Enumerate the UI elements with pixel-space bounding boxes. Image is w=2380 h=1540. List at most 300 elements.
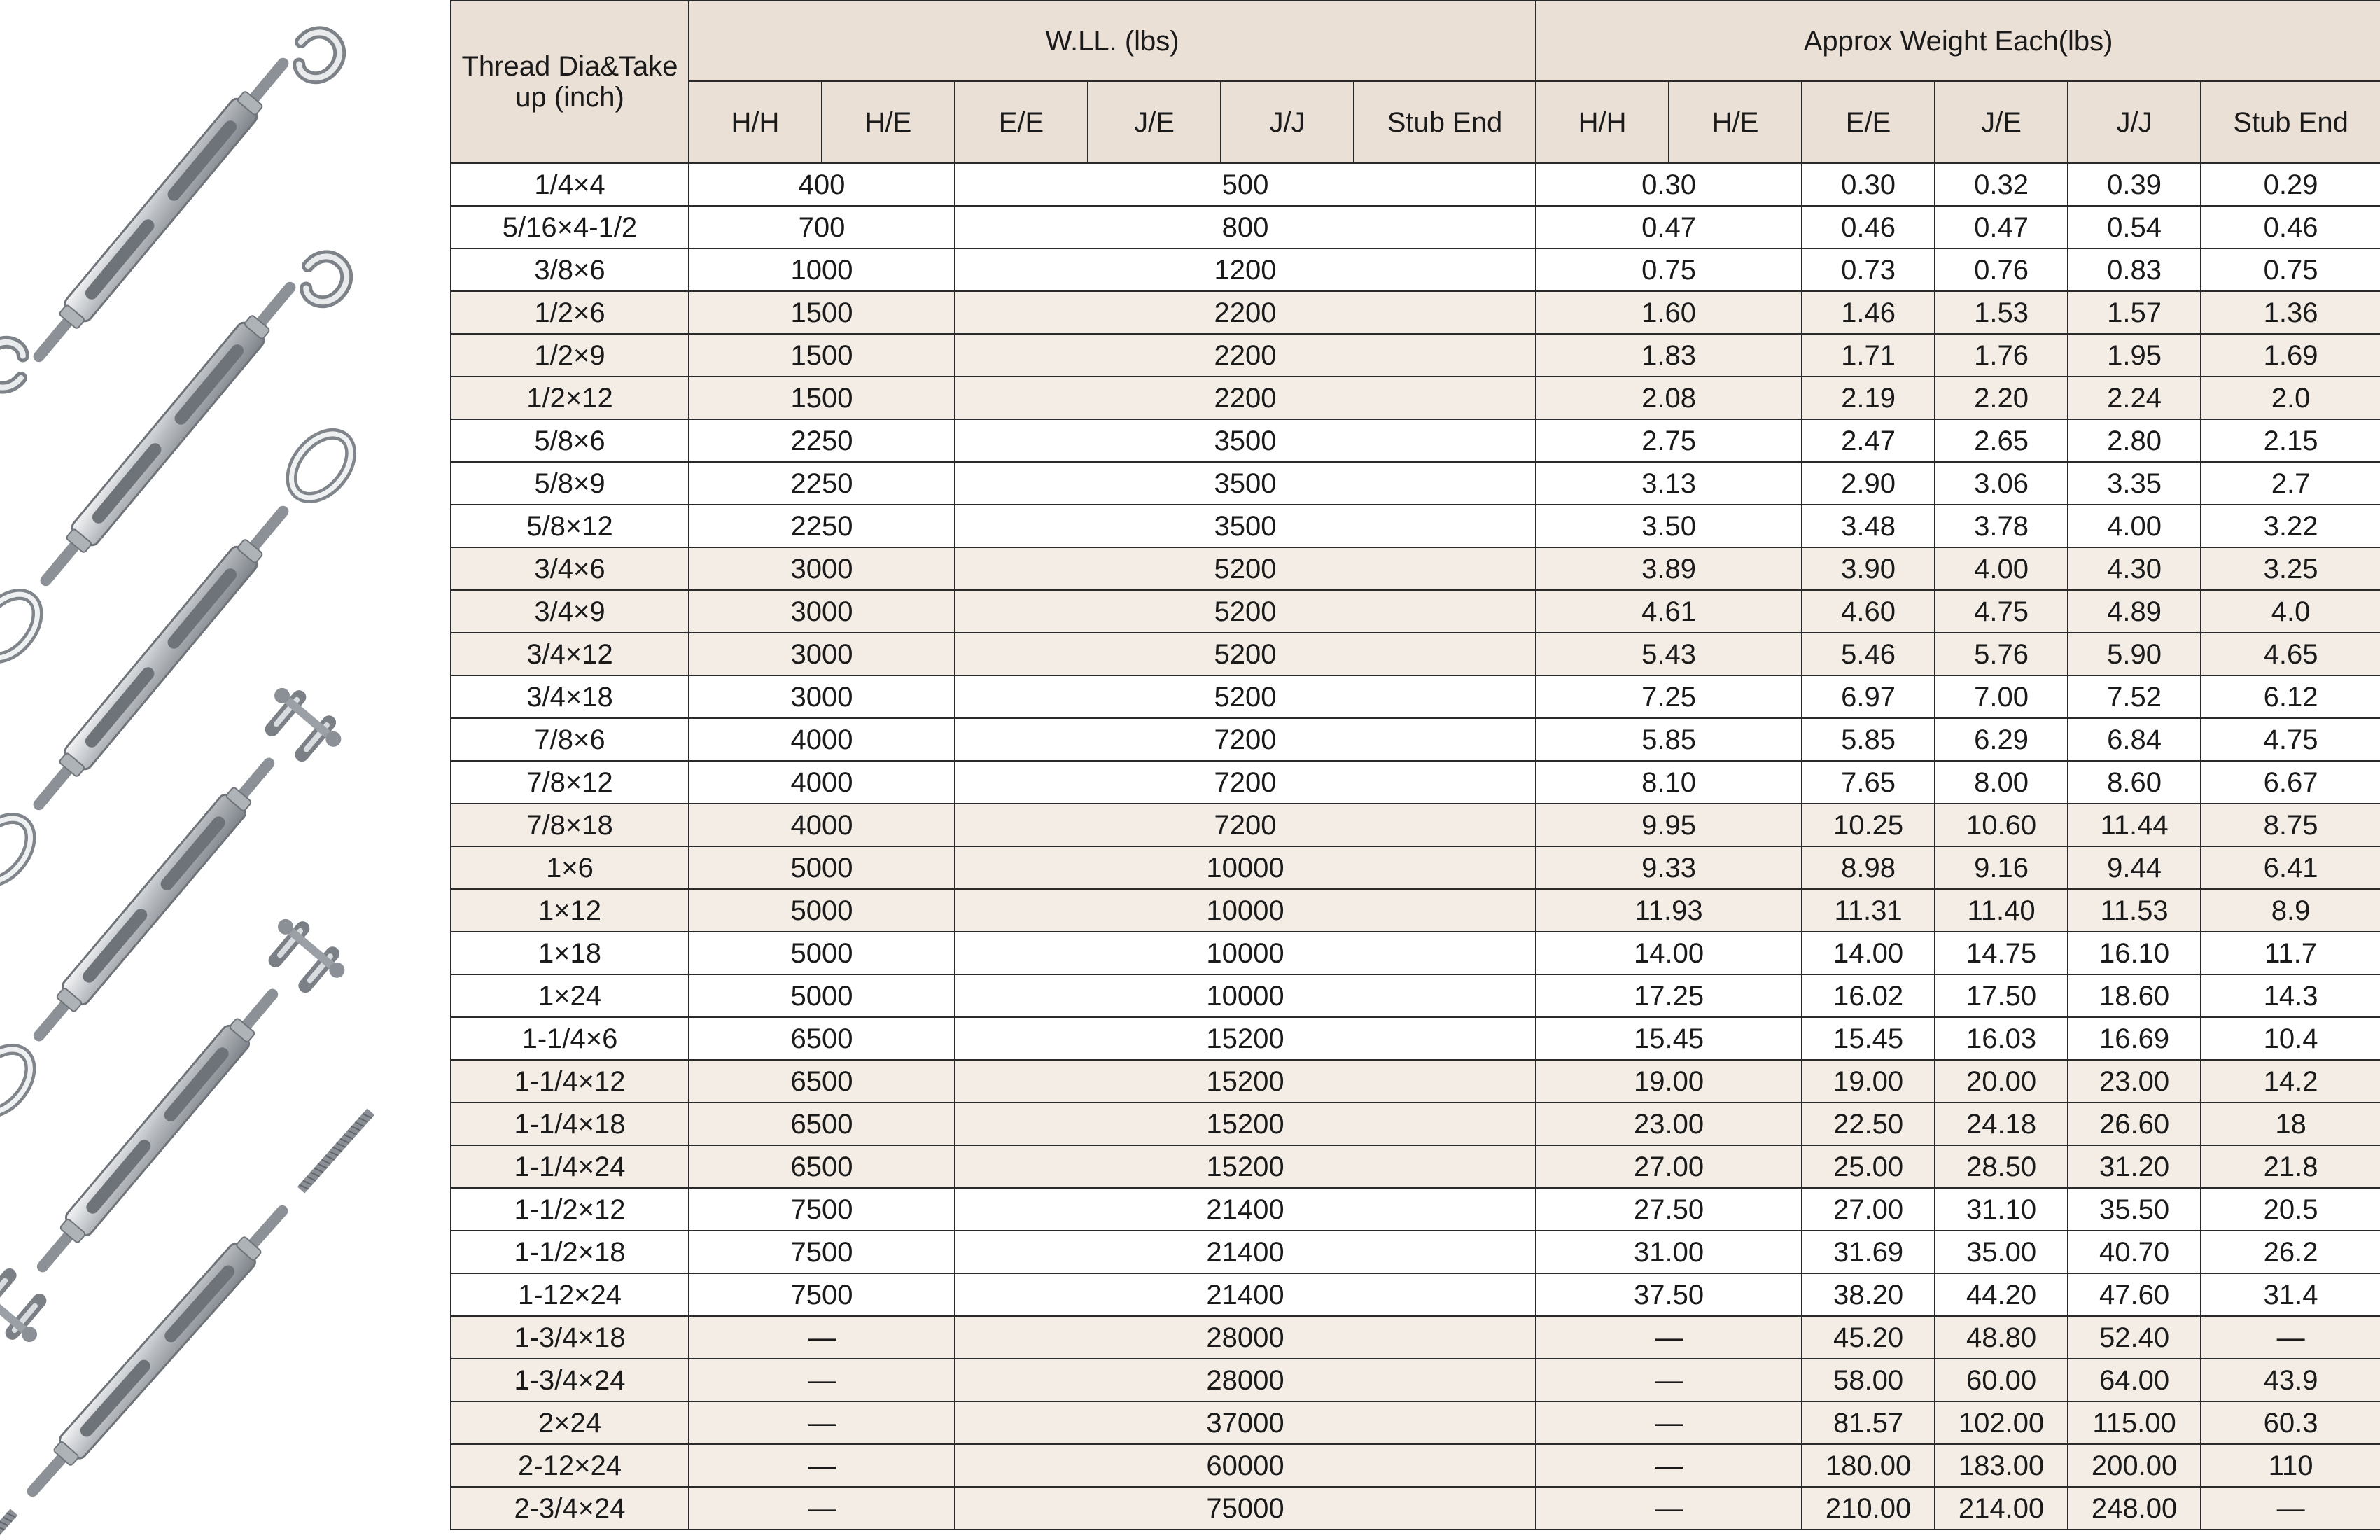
cell-weight-stub: 6.67: [2201, 761, 2380, 804]
table-row: [451, 1102, 2380, 1145]
turnbuckle-stub-end-image: [0, 1108, 374, 1540]
cell-wll-ee-stub: 60000: [955, 1444, 1536, 1487]
cell-thread-size: 1-3/4×24: [451, 1359, 689, 1401]
cell-thread-size: 3/8×6: [451, 248, 689, 291]
cell-weight-je: 31.10: [1935, 1188, 2068, 1231]
cell-thread-size: 5/8×12: [451, 505, 689, 547]
cell-weight-jj: 64.00: [2068, 1359, 2201, 1401]
cell-thread-size: 7/8×6: [451, 718, 689, 761]
cell-weight-je: 9.16: [1935, 846, 2068, 889]
cell-thread-size: 3/4×6: [451, 547, 689, 590]
cell-weight-ee: 2.19: [1802, 377, 1935, 419]
cell-weight-stub: 0.46: [2201, 206, 2380, 248]
cell-wll-hh-he: 6500: [689, 1060, 955, 1102]
table-row: [451, 1017, 2380, 1060]
cell-weight-ee: 7.65: [1802, 761, 1935, 804]
turnbuckle-jaw-jaw-image: [0, 914, 349, 1347]
table-row: [451, 889, 2380, 932]
cell-thread-size: 5/8×9: [451, 462, 689, 505]
cell-weight-stub: 2.15: [2201, 419, 2380, 462]
turnbuckle-eye-eye-image: [0, 423, 363, 894]
cell-weight-hh-he: 17.25: [1536, 974, 1802, 1017]
cell-thread-size: 1-1/2×12: [451, 1188, 689, 1231]
cell-weight-hh-he: —: [1536, 1487, 1802, 1530]
cell-wll-ee-stub: 3500: [955, 462, 1536, 505]
cell-weight-jj: 3.35: [2068, 462, 2201, 505]
turnbuckle-hook-hook-image: [0, 24, 349, 396]
wll-col-je: J/E: [1088, 81, 1221, 163]
cell-thread-size: 1-1/4×24: [451, 1145, 689, 1188]
cell-weight-stub: 1.36: [2201, 291, 2380, 334]
cell-weight-hh-he: 8.10: [1536, 761, 1802, 804]
cell-thread-size: 1×24: [451, 974, 689, 1017]
cell-thread-size: 1/2×9: [451, 334, 689, 377]
cell-thread-size: 5/8×6: [451, 419, 689, 462]
cell-weight-jj: 4.00: [2068, 505, 2201, 547]
cell-weight-hh-he: —: [1536, 1359, 1802, 1401]
cell-weight-stub: 20.5: [2201, 1188, 2380, 1231]
cell-weight-hh-he: 5.43: [1536, 633, 1802, 676]
cell-weight-je: 11.40: [1935, 889, 2068, 932]
cell-weight-je: 183.00: [1935, 1444, 2068, 1487]
cell-weight-hh-he: —: [1536, 1316, 1802, 1359]
cell-weight-jj: 35.50: [2068, 1188, 2201, 1231]
cell-thread-size: 2-3/4×24: [451, 1487, 689, 1530]
cell-thread-size: 3/4×12: [451, 633, 689, 676]
cell-thread-size: 7/8×12: [451, 761, 689, 804]
table-row: [451, 1444, 2380, 1487]
cell-weight-ee: 5.85: [1802, 718, 1935, 761]
cell-weight-je: 4.00: [1935, 547, 2068, 590]
cell-weight-je: 17.50: [1935, 974, 2068, 1017]
cell-weight-hh-he: 0.47: [1536, 206, 1802, 248]
cell-wll-ee-stub: 7200: [955, 761, 1536, 804]
cell-thread-size: 1-12×24: [451, 1273, 689, 1316]
cell-wll-hh-he: 4000: [689, 804, 955, 846]
cell-weight-jj: 0.83: [2068, 248, 2201, 291]
table-row: [451, 1316, 2380, 1359]
cell-weight-hh-he: 1.60: [1536, 291, 1802, 334]
wll-col-hh: H/H: [689, 81, 822, 163]
cell-wll-hh-he: 6500: [689, 1017, 955, 1060]
cell-weight-stub: 0.29: [2201, 163, 2380, 206]
cell-weight-hh-he: 37.50: [1536, 1273, 1802, 1316]
cell-weight-hh-he: 3.50: [1536, 505, 1802, 547]
table-row: [451, 419, 2380, 462]
cell-weight-hh-he: 0.30: [1536, 163, 1802, 206]
cell-weight-stub: 21.8: [2201, 1145, 2380, 1188]
table-row: [451, 846, 2380, 889]
cell-weight-hh-he: 23.00: [1536, 1102, 1802, 1145]
cell-thread-size: 3/4×18: [451, 676, 689, 718]
cell-weight-stub: 2.0: [2201, 377, 2380, 419]
cell-weight-je: 3.78: [1935, 505, 2068, 547]
cell-weight-hh-he: 2.75: [1536, 419, 1802, 462]
cell-weight-stub: —: [2201, 1487, 2380, 1530]
cell-weight-ee: 5.46: [1802, 633, 1935, 676]
cell-weight-je: 2.20: [1935, 377, 2068, 419]
cell-thread-size: 1-1/4×6: [451, 1017, 689, 1060]
weight-header: Approx Weight Each(lbs): [1536, 1, 2380, 81]
cell-wll-hh-he: 7500: [689, 1273, 955, 1316]
cell-weight-hh-he: 2.08: [1536, 377, 1802, 419]
cell-weight-jj: 1.57: [2068, 291, 2201, 334]
cell-wll-hh-he: 3000: [689, 547, 955, 590]
cell-wll-hh-he: 6500: [689, 1102, 955, 1145]
cell-wll-hh-he: —: [689, 1401, 955, 1444]
cell-wll-ee-stub: 28000: [955, 1316, 1536, 1359]
cell-weight-stub: 6.12: [2201, 676, 2380, 718]
table-row: [451, 1359, 2380, 1401]
cell-weight-ee: 27.00: [1802, 1188, 1935, 1231]
cell-weight-jj: 26.60: [2068, 1102, 2201, 1145]
cell-weight-jj: 23.00: [2068, 1060, 2201, 1102]
cell-weight-stub: 31.4: [2201, 1273, 2380, 1316]
cell-weight-je: 3.06: [1935, 462, 2068, 505]
wll-header: W.LL. (lbs): [689, 1, 1536, 81]
table-row: [451, 1273, 2380, 1316]
table-row: [451, 377, 2380, 419]
table-row: [451, 1188, 2380, 1231]
cell-weight-jj: 5.90: [2068, 633, 2201, 676]
cell-wll-ee-stub: 15200: [955, 1145, 1536, 1188]
cell-wll-ee-stub: 10000: [955, 974, 1536, 1017]
table-row: [451, 248, 2380, 291]
cell-weight-jj: 8.60: [2068, 761, 2201, 804]
cell-wll-hh-he: 5000: [689, 974, 955, 1017]
cell-weight-stub: 60.3: [2201, 1401, 2380, 1444]
cell-weight-jj: 2.24: [2068, 377, 2201, 419]
cell-weight-hh-he: —: [1536, 1444, 1802, 1487]
table-row: [451, 761, 2380, 804]
cell-wll-hh-he: 1500: [689, 291, 955, 334]
cell-weight-ee: 3.90: [1802, 547, 1935, 590]
cell-weight-hh-he: 1.83: [1536, 334, 1802, 377]
cell-weight-jj: 6.84: [2068, 718, 2201, 761]
cell-wll-hh-he: 6500: [689, 1145, 955, 1188]
cell-wll-ee-stub: 15200: [955, 1102, 1536, 1145]
cell-wll-ee-stub: 75000: [955, 1487, 1536, 1530]
cell-weight-ee: 45.20: [1802, 1316, 1935, 1359]
cell-wll-hh-he: 5000: [689, 932, 955, 974]
cell-wll-hh-he: 7500: [689, 1188, 955, 1231]
cell-weight-jj: 0.54: [2068, 206, 2201, 248]
cell-weight-je: 0.47: [1935, 206, 2068, 248]
cell-wll-ee-stub: 10000: [955, 932, 1536, 974]
cell-weight-jj: 31.20: [2068, 1145, 2201, 1188]
cell-weight-stub: 18: [2201, 1102, 2380, 1145]
cell-weight-stub: 4.65: [2201, 633, 2380, 676]
cell-weight-hh-he: 27.00: [1536, 1145, 1802, 1188]
cell-wll-ee-stub: 500: [955, 163, 1536, 206]
cell-weight-hh-he: 19.00: [1536, 1060, 1802, 1102]
cell-wll-hh-he: —: [689, 1487, 955, 1530]
table-row: [451, 1145, 2380, 1188]
table-row: [451, 1487, 2380, 1530]
cell-wll-hh-he: 700: [689, 206, 955, 248]
cell-weight-hh-he: 7.25: [1536, 676, 1802, 718]
table-row: [451, 1060, 2380, 1102]
cell-weight-je: 8.00: [1935, 761, 2068, 804]
cell-weight-je: 20.00: [1935, 1060, 2068, 1102]
table-row: [451, 804, 2380, 846]
cell-weight-jj: 40.70: [2068, 1231, 2201, 1273]
cell-wll-ee-stub: 2200: [955, 377, 1536, 419]
cell-weight-je: 24.18: [1935, 1102, 2068, 1145]
weight-col-he: H/E: [1669, 81, 1802, 163]
cell-weight-ee: 25.00: [1802, 1145, 1935, 1188]
cell-weight-jj: 200.00: [2068, 1444, 2201, 1487]
cell-weight-jj: 11.44: [2068, 804, 2201, 846]
cell-weight-ee: 31.69: [1802, 1231, 1935, 1273]
cell-weight-je: 4.75: [1935, 590, 2068, 633]
table-row: [451, 547, 2380, 590]
cell-weight-ee: 1.46: [1802, 291, 1935, 334]
cell-weight-stub: 10.4: [2201, 1017, 2380, 1060]
cell-weight-stub: 0.75: [2201, 248, 2380, 291]
cell-weight-hh-he: 15.45: [1536, 1017, 1802, 1060]
cell-weight-stub: 3.22: [2201, 505, 2380, 547]
cell-weight-jj: 1.95: [2068, 334, 2201, 377]
cell-thread-size: 1-1/4×18: [451, 1102, 689, 1145]
weight-col-hh: H/H: [1536, 81, 1669, 163]
cell-weight-ee: 22.50: [1802, 1102, 1935, 1145]
cell-wll-hh-he: 5000: [689, 889, 955, 932]
wll-col-stub: Stub End: [1354, 81, 1536, 163]
table-row: [451, 676, 2380, 718]
cell-wll-ee-stub: 21400: [955, 1231, 1536, 1273]
cell-wll-hh-he: 1000: [689, 248, 955, 291]
cell-weight-je: 102.00: [1935, 1401, 2068, 1444]
cell-thread-size: 1-1/4×12: [451, 1060, 689, 1102]
cell-weight-stub: 2.7: [2201, 462, 2380, 505]
cell-wll-hh-he: 2250: [689, 419, 955, 462]
cell-thread-size: 7/8×18: [451, 804, 689, 846]
cell-wll-hh-he: 4000: [689, 718, 955, 761]
cell-wll-hh-he: 2250: [689, 462, 955, 505]
cell-weight-jj: 16.10: [2068, 932, 2201, 974]
cell-wll-ee-stub: 800: [955, 206, 1536, 248]
cell-wll-ee-stub: 5200: [955, 676, 1536, 718]
cell-wll-ee-stub: 2200: [955, 291, 1536, 334]
cell-wll-hh-he: —: [689, 1316, 955, 1359]
cell-weight-hh-he: 31.00: [1536, 1231, 1802, 1273]
cell-wll-ee-stub: 5200: [955, 547, 1536, 590]
cell-weight-je: 35.00: [1935, 1231, 2068, 1273]
table-row: [451, 334, 2380, 377]
cell-weight-je: 0.32: [1935, 163, 2068, 206]
cell-weight-ee: 1.71: [1802, 334, 1935, 377]
cell-thread-size: 1-1/2×18: [451, 1231, 689, 1273]
cell-weight-je: 0.76: [1935, 248, 2068, 291]
cell-weight-hh-he: 14.00: [1536, 932, 1802, 974]
cell-weight-ee: 14.00: [1802, 932, 1935, 974]
cell-thread-size: 1/2×12: [451, 377, 689, 419]
cell-weight-jj: 248.00: [2068, 1487, 2201, 1530]
table-row: [451, 590, 2380, 633]
cell-weight-je: 16.03: [1935, 1017, 2068, 1060]
cell-wll-hh-he: 3000: [689, 633, 955, 676]
cell-weight-je: 6.29: [1935, 718, 2068, 761]
table-row: [451, 163, 2380, 206]
cell-weight-jj: 4.89: [2068, 590, 2201, 633]
cell-wll-hh-he: 3000: [689, 590, 955, 633]
cell-weight-ee: 0.46: [1802, 206, 1935, 248]
cell-wll-hh-he: 1500: [689, 377, 955, 419]
cell-weight-ee: 16.02: [1802, 974, 1935, 1017]
cell-weight-ee: 0.30: [1802, 163, 1935, 206]
cell-weight-stub: 8.75: [2201, 804, 2380, 846]
cell-weight-jj: 4.30: [2068, 547, 2201, 590]
cell-wll-ee-stub: 1200: [955, 248, 1536, 291]
cell-weight-stub: 4.75: [2201, 718, 2380, 761]
wll-col-ee: E/E: [955, 81, 1088, 163]
cell-weight-ee: 10.25: [1802, 804, 1935, 846]
cell-weight-ee: 3.48: [1802, 505, 1935, 547]
cell-weight-ee: 180.00: [1802, 1444, 1935, 1487]
cell-wll-ee-stub: 5200: [955, 590, 1536, 633]
cell-weight-stub: 14.2: [2201, 1060, 2380, 1102]
cell-wll-ee-stub: 7200: [955, 718, 1536, 761]
cell-weight-stub: 3.25: [2201, 547, 2380, 590]
cell-weight-hh-he: 11.93: [1536, 889, 1802, 932]
cell-weight-stub: 110: [2201, 1444, 2380, 1487]
cell-wll-hh-he: 1500: [689, 334, 955, 377]
cell-weight-je: 2.65: [1935, 419, 2068, 462]
cell-thread-size: 1/2×6: [451, 291, 689, 334]
cell-wll-ee-stub: 5200: [955, 633, 1536, 676]
weight-col-ee: E/E: [1802, 81, 1935, 163]
cell-weight-hh-he: 4.61: [1536, 590, 1802, 633]
cell-weight-hh-he: 9.33: [1536, 846, 1802, 889]
cell-weight-ee: 2.90: [1802, 462, 1935, 505]
table-row: [451, 932, 2380, 974]
cell-weight-hh-he: 9.95: [1536, 804, 1802, 846]
cell-wll-ee-stub: 2200: [955, 334, 1536, 377]
cell-weight-jj: 52.40: [2068, 1316, 2201, 1359]
cell-thread-size: 1×12: [451, 889, 689, 932]
cell-wll-hh-he: —: [689, 1359, 955, 1401]
table-row: [451, 1231, 2380, 1273]
cell-weight-stub: 6.41: [2201, 846, 2380, 889]
cell-thread-size: 2-12×24: [451, 1444, 689, 1487]
cell-wll-ee-stub: 10000: [955, 846, 1536, 889]
cell-wll-hh-he: 4000: [689, 761, 955, 804]
cell-weight-jj: 18.60: [2068, 974, 2201, 1017]
cell-weight-je: 5.76: [1935, 633, 2068, 676]
cell-weight-je: 10.60: [1935, 804, 2068, 846]
cell-weight-je: 1.76: [1935, 334, 2068, 377]
cell-weight-jj: 115.00: [2068, 1401, 2201, 1444]
table-row: [451, 462, 2380, 505]
table-row: [451, 633, 2380, 676]
cell-thread-size: 2×24: [451, 1401, 689, 1444]
cell-thread-size: 5/16×4-1/2: [451, 206, 689, 248]
cell-weight-stub: 8.9: [2201, 889, 2380, 932]
cell-wll-ee-stub: 28000: [955, 1359, 1536, 1401]
table-row: [451, 718, 2380, 761]
cell-weight-jj: 9.44: [2068, 846, 2201, 889]
cell-weight-hh-he: 0.75: [1536, 248, 1802, 291]
cell-wll-hh-he: 7500: [689, 1231, 955, 1273]
cell-weight-je: 48.80: [1935, 1316, 2068, 1359]
cell-weight-jj: 7.52: [2068, 676, 2201, 718]
cell-weight-jj: 16.69: [2068, 1017, 2201, 1060]
cell-wll-hh-he: —: [689, 1444, 955, 1487]
cell-weight-je: 1.53: [1935, 291, 2068, 334]
cell-weight-ee: 15.45: [1802, 1017, 1935, 1060]
cell-wll-ee-stub: 15200: [955, 1060, 1536, 1102]
cell-weight-stub: 4.0: [2201, 590, 2380, 633]
cell-wll-ee-stub: 3500: [955, 419, 1536, 462]
cell-weight-hh-he: —: [1536, 1401, 1802, 1444]
cell-thread-size: 1×18: [451, 932, 689, 974]
cell-wll-hh-he: 400: [689, 163, 955, 206]
cell-weight-je: 7.00: [1935, 676, 2068, 718]
cell-weight-je: 14.75: [1935, 932, 2068, 974]
cell-weight-je: 28.50: [1935, 1145, 2068, 1188]
cell-weight-hh-he: 27.50: [1536, 1188, 1802, 1231]
cell-weight-ee: 11.31: [1802, 889, 1935, 932]
cell-weight-je: 214.00: [1935, 1487, 2068, 1530]
cell-weight-je: 60.00: [1935, 1359, 2068, 1401]
turnbuckle-jaw-eye-image: [0, 683, 346, 1124]
cell-weight-jj: 0.39: [2068, 163, 2201, 206]
cell-weight-stub: 1.69: [2201, 334, 2380, 377]
cell-wll-ee-stub: 3500: [955, 505, 1536, 547]
cell-weight-stub: 43.9: [2201, 1359, 2380, 1401]
cell-weight-stub: 11.7: [2201, 932, 2380, 974]
cell-wll-ee-stub: 15200: [955, 1017, 1536, 1060]
cell-weight-stub: 26.2: [2201, 1231, 2380, 1273]
cell-thread-size: 1×6: [451, 846, 689, 889]
cell-wll-ee-stub: 21400: [955, 1273, 1536, 1316]
cell-weight-je: 44.20: [1935, 1273, 2068, 1316]
cell-weight-jj: 2.80: [2068, 419, 2201, 462]
cell-wll-ee-stub: 7200: [955, 804, 1536, 846]
cell-weight-ee: 6.97: [1802, 676, 1935, 718]
cell-thread-size: 1/4×4: [451, 163, 689, 206]
cell-weight-ee: 0.73: [1802, 248, 1935, 291]
cell-weight-ee: 2.47: [1802, 419, 1935, 462]
wll-col-jj: J/J: [1221, 81, 1354, 163]
cell-weight-hh-he: 5.85: [1536, 718, 1802, 761]
table-row: [451, 291, 2380, 334]
cell-weight-ee: 81.57: [1802, 1401, 1935, 1444]
cell-weight-ee: 4.60: [1802, 590, 1935, 633]
table-row: [451, 1401, 2380, 1444]
table-row: [451, 974, 2380, 1017]
weight-col-stub: Stub End: [2201, 81, 2380, 163]
cell-wll-hh-he: 3000: [689, 676, 955, 718]
cell-weight-ee: 19.00: [1802, 1060, 1935, 1102]
table-row: [451, 206, 2380, 248]
cell-weight-stub: 14.3: [2201, 974, 2380, 1017]
cell-wll-ee-stub: 10000: [955, 889, 1536, 932]
product-images: [0, 0, 448, 1540]
cell-wll-hh-he: 5000: [689, 846, 955, 889]
cell-thread-size: 3/4×9: [451, 590, 689, 633]
cell-weight-stub: —: [2201, 1316, 2380, 1359]
weight-col-jj: J/J: [2068, 81, 2201, 163]
cell-weight-hh-he: 3.89: [1536, 547, 1802, 590]
cell-weight-hh-he: 3.13: [1536, 462, 1802, 505]
cell-weight-ee: 58.00: [1802, 1359, 1935, 1401]
thread-size-header: Thread Dia&Take up (inch): [451, 1, 689, 163]
cell-weight-jj: 11.53: [2068, 889, 2201, 932]
cell-weight-ee: 38.20: [1802, 1273, 1935, 1316]
cell-weight-jj: 47.60: [2068, 1273, 2201, 1316]
